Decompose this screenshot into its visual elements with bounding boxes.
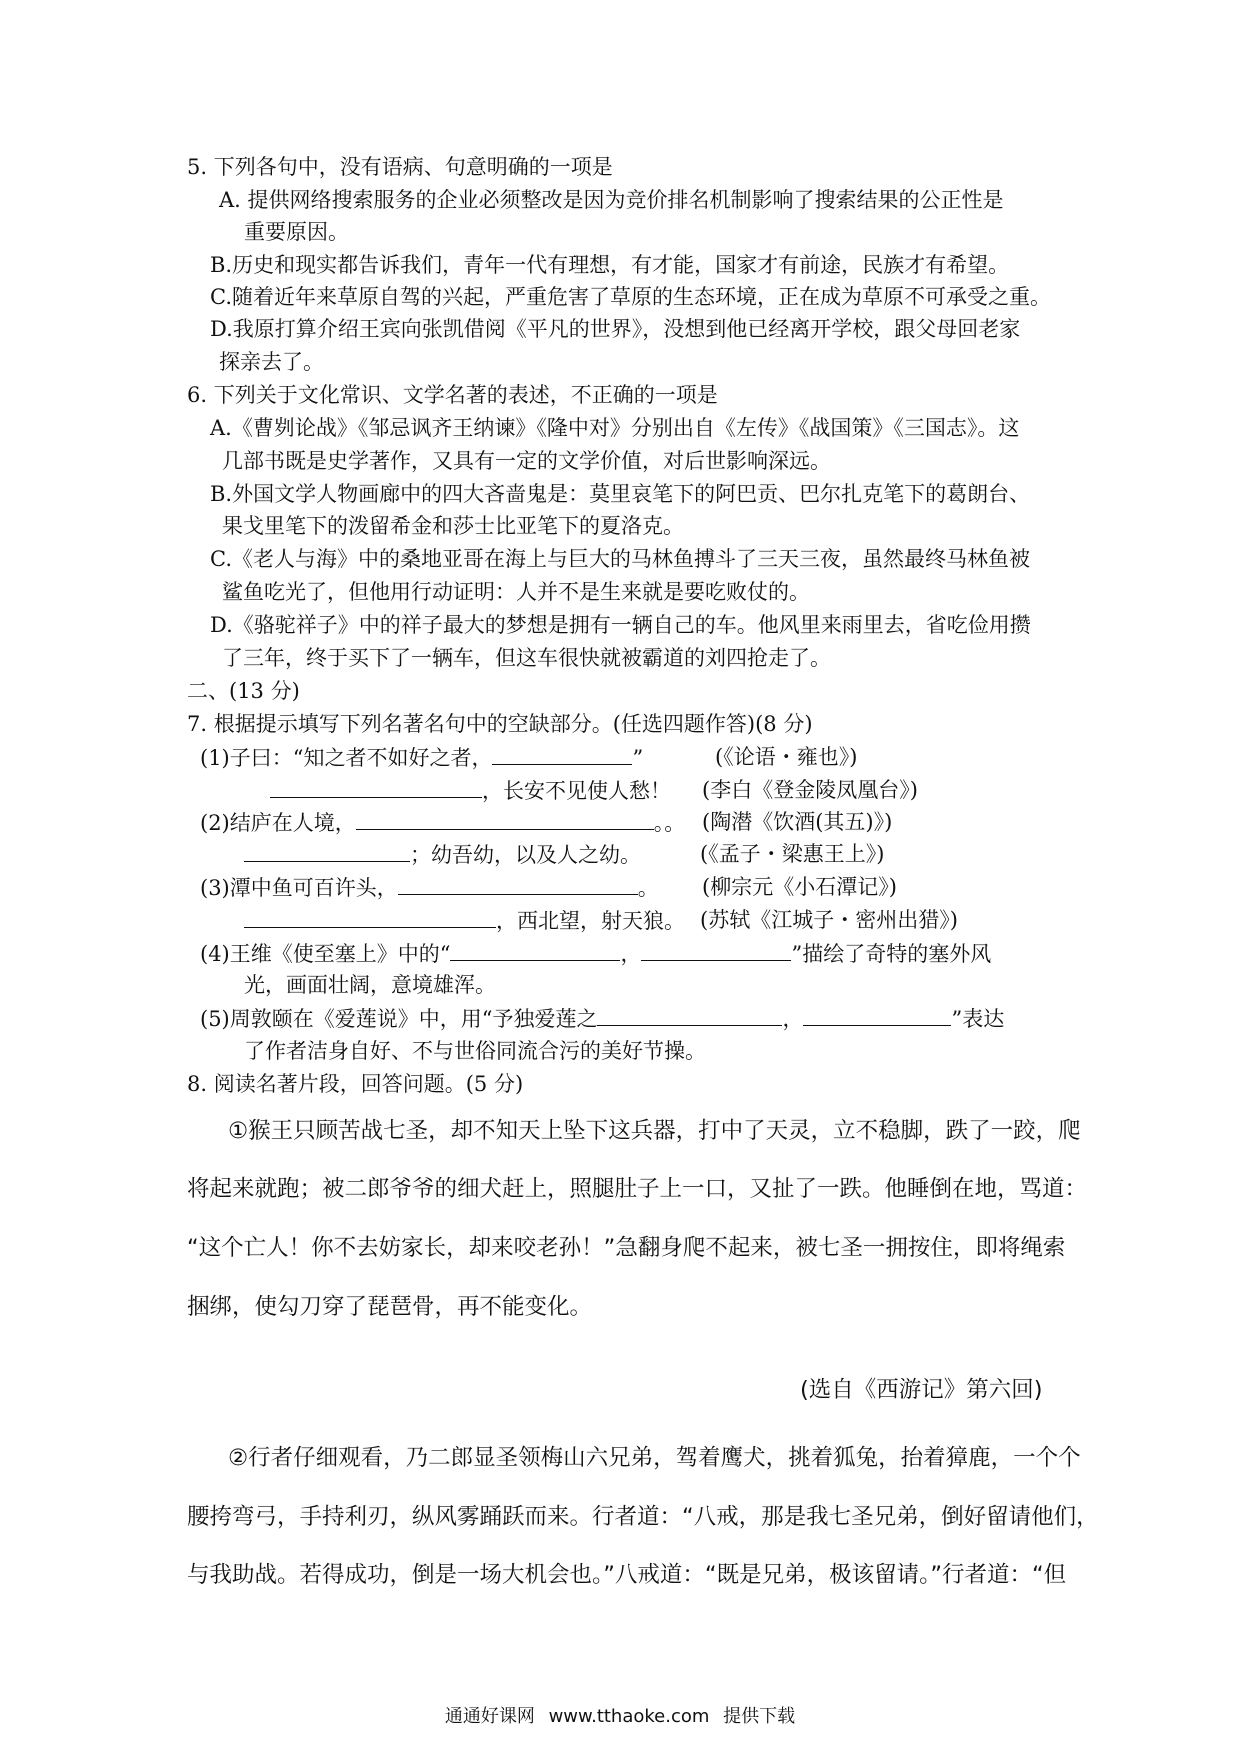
q7-item2-line2 xyxy=(244,839,641,870)
answer-blank[interactable] xyxy=(244,905,496,928)
answer-blank[interactable] xyxy=(356,807,654,830)
q8-excerpt2-line1: ②行者仔细观看，乃二郎显圣领梅山六兄弟，驾着鹰犬，挑着狐兔，抬着獐鹿，一个个 xyxy=(228,1445,1081,1471)
q6-option-b: B.外国文学人物画廊中的四大吝啬鬼是：莫里哀笔下的阿巴贡、巴尔扎克笔下的葛朗台、 xyxy=(210,482,1031,506)
q6-option-b-cont: 果戈里笔下的泼留希金和莎士比亚笔下的夏洛克。 xyxy=(222,514,684,538)
q7-item1-text: (1)子曰：“知之者不如好之者， xyxy=(200,746,493,770)
q7-stem: 7. 根据提示填写下列名著名句中的空缺部分。(任选四题作答)(8 分) xyxy=(187,712,813,736)
q8-stem: 8. 阅读名著片段，回答问题。(5 分) xyxy=(187,1072,524,1096)
q7-item3-line2 xyxy=(244,905,685,936)
q7-item1-line2-source: (李白《登金陵凤凰台》) xyxy=(702,778,918,802)
footer-note: 提供下载 xyxy=(723,1706,796,1727)
q7-item5-sep: ， xyxy=(782,1007,804,1031)
q5-option-a: A. 提供网络搜索服务的企业必须整改是因为竞价排名机制影响了搜索结果的公正性是 xyxy=(219,188,1004,212)
answer-blank[interactable] xyxy=(450,938,620,961)
q7-item2-line2-text: ；幼吾幼，以及人之幼。 xyxy=(410,843,641,867)
page-footer xyxy=(0,1702,1240,1728)
q7-item3-end: 。 xyxy=(637,876,659,900)
q7-item3-line2-text: ，西北望，射天狼。 xyxy=(496,909,685,933)
q7-item4-sep: ， xyxy=(620,942,642,966)
q7-item2-source: (陶潜《饮酒(其五)》) xyxy=(702,810,893,834)
q7-item4-end: ”描绘了奇特的塞外风 xyxy=(791,942,992,966)
q8-excerpt2-line3: 与我助战。若得成功，倒是一场大机会也。”八戒道：“既是兄弟，极该留请。”行者道：“但 xyxy=(187,1562,1067,1588)
q5-stem: 5. 下列各句中，没有语病、句意明确的一项是 xyxy=(187,155,613,179)
q6-option-d-cont: 了三年，终于买下了一辆车，但这车很快就被霸道的刘四抢走了。 xyxy=(222,646,831,670)
q7-item3-line2-source: (苏轼《江城子・密州出猎》) xyxy=(700,908,958,932)
answer-blank[interactable] xyxy=(641,938,791,961)
q7-item5-text: (5)周敦颐在《爱莲说》中，用“予独爱莲之 xyxy=(200,1007,598,1031)
q6-option-d: D.《骆驼祥子》中的祥子最大的梦想是拥有一辆自己的车。他风里来雨里去，省吃俭用攒 xyxy=(210,613,1031,637)
q5-option-d: D.我原打算介绍王宾向张凯借阅《平凡的世界》，没想到他已经离开学校，跟父母回老家 xyxy=(210,317,1021,341)
answer-blank[interactable] xyxy=(270,775,482,798)
q7-item5-end: ”表达 xyxy=(951,1007,1005,1031)
q7-item2-line2-source: (《孟子・梁惠王上》) xyxy=(700,842,885,866)
answer-blank[interactable] xyxy=(492,742,632,765)
q8-excerpt2-line2: 腰挎弯弓，手持利刃，纵风雾踊跃而来。行者道：“八戒，那是我七圣兄弟，倒好留请他们， xyxy=(187,1504,1099,1530)
q6-option-c-cont: 鲨鱼吃光了，但他用行动证明：人并不是生来就是要吃败仗的。 xyxy=(222,580,810,604)
q8-excerpt1-source: (选自《西游记》第六回) xyxy=(800,1377,1043,1403)
q5-option-b: B.历史和现实都告诉我们，青年一代有理想，有才能，国家才有前途，民族才有希望。 xyxy=(210,253,1010,277)
q5-option-a-cont: 重要原因。 xyxy=(244,220,349,244)
q7-item4-line2: 光，画面壮阔，意境雄浑。 xyxy=(244,973,496,997)
answer-blank[interactable] xyxy=(244,839,410,862)
q7-item3-text: (3)潭中鱼可百许头， xyxy=(200,876,398,900)
q6-option-a: A.《曹刿论战》《邹忌讽齐王纳谏》《隆中对》分别出自《左传》《战国策》《三国志》。这 xyxy=(210,416,1020,440)
q8-excerpt1-line4: 捆绑，使勾刀穿了琵琶骨，再不能变化。 xyxy=(187,1294,593,1320)
q7-item2-text: (2)结庐在人境， xyxy=(200,811,356,835)
q7-item3-source: (柳宗元《小石潭记》) xyxy=(702,875,897,899)
q7-item1-line2-text: ，长安不见使人愁！ xyxy=(482,779,671,803)
q7-item5-line2: 了作者洁身自好、不与世俗同流合污的美好节操。 xyxy=(244,1039,706,1063)
q6-option-a-cont: 几部书既是史学著作，又具有一定的文学价值，对后世影响深远。 xyxy=(222,449,831,473)
q7-item1-source: (《论语・雍也》) xyxy=(715,745,858,769)
answer-blank[interactable] xyxy=(398,872,638,895)
footer-url[interactable]: www.tthaoke.com xyxy=(548,1706,710,1727)
q5-option-d-cont: 探亲去了。 xyxy=(219,350,324,374)
q7-item1-end: ” xyxy=(632,746,644,770)
q7-item1-line1 xyxy=(200,742,643,773)
q7-item2-line1 xyxy=(200,807,685,838)
q7-item1-line2 xyxy=(270,775,671,806)
q7-item4-line1 xyxy=(200,938,991,969)
q6-option-c: C.《老人与海》中的桑地亚哥在海上与巨大的马林鱼搏斗了三天三夜，虽然最终马林鱼被 xyxy=(210,547,1030,571)
section-heading: 二、(13 分) xyxy=(187,679,300,703)
q8-excerpt1-line2: 将起来就跑；被二郎爷爷的细犬赶上，照腿肚子上一口，又扯了一跌。他睡倒在地，骂道： xyxy=(187,1176,1088,1202)
answer-blank[interactable] xyxy=(597,1003,782,1026)
q5-option-c: C.随着近年来草原自驾的兴起，严重危害了草原的生态环境，正在成为草原不可承受之重。 xyxy=(210,285,1051,309)
q7-item4-text: (4)王维《使至塞上》中的“ xyxy=(200,942,451,966)
q7-item5-line1 xyxy=(200,1003,1004,1034)
q6-stem: 6. 下列关于文化常识、文学名著的表述，不正确的一项是 xyxy=(187,383,718,407)
q8-excerpt1-line3: “这个亡人！你不去妨家长，却来咬老孙！”急翻身爬不起来，被七圣一拥按住，即将绳索 xyxy=(187,1235,1066,1261)
q7-item3-line1 xyxy=(200,872,659,903)
q8-excerpt1-line1: ①猴王只顾苦战七圣，却不知天上坠下这兵器，打中了天灵，立不稳脚，跌了一跤，爬 xyxy=(228,1118,1081,1144)
q7-item2-end: 。。 xyxy=(653,811,686,835)
footer-site: 通通好课网 xyxy=(444,1706,535,1727)
answer-blank[interactable] xyxy=(803,1003,951,1026)
